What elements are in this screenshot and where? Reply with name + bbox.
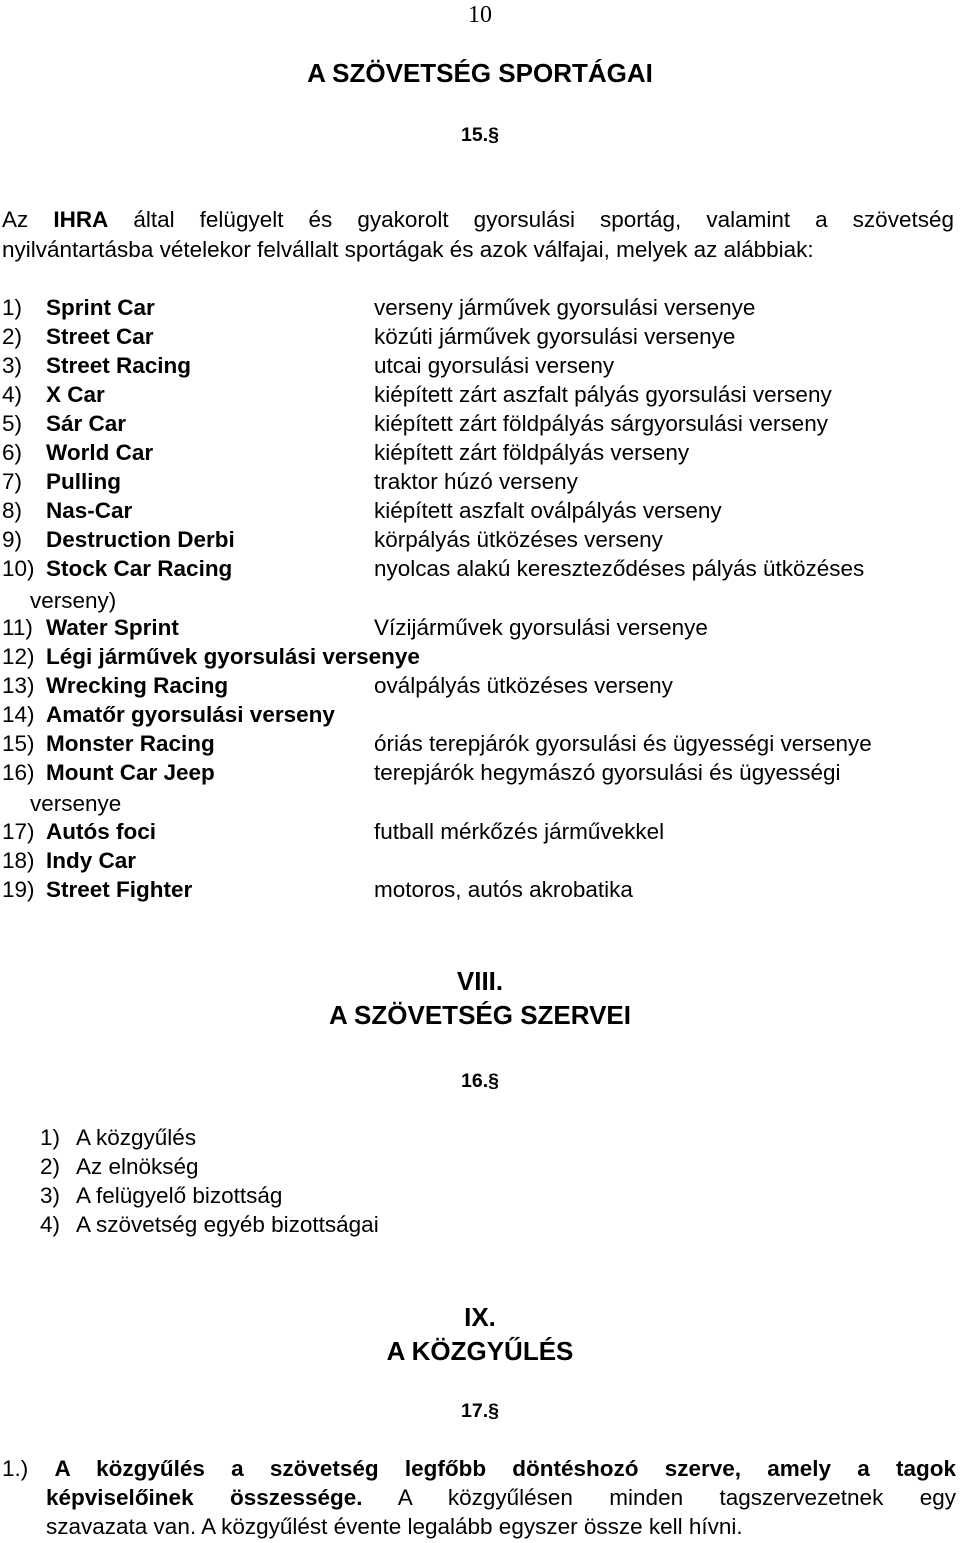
- kozgyules-bold-line2: képviselőinek összessége.: [46, 1485, 363, 1510]
- sport-item-name: Street Fighter: [46, 877, 193, 902]
- sport-item-name: Indy Car: [46, 848, 137, 873]
- intro-line1-rest: által felügyelt és gyakorolt gyorsulási sportág, valamint a szövetség: [133, 207, 954, 232]
- sport-item-description: oválpályás ütközéses verseny: [374, 673, 673, 698]
- sport-item-number: 4): [2, 382, 23, 407]
- sport-list-item: [2, 760, 952, 789]
- intro-ihra: IHRA: [53, 207, 109, 232]
- sport-item-description: körpályás ütközéses verseny: [374, 527, 663, 552]
- sport-item-name: Monster Racing: [46, 731, 215, 756]
- sport-list-item: [2, 644, 952, 673]
- kozgyules-paragraph: [2, 1454, 956, 1541]
- sport-item-description: utcai gyorsulási verseny: [374, 353, 615, 378]
- section-title-szervei: A SZÖVETSÉG SZERVEI: [329, 1000, 631, 1030]
- intro-word-az: Az: [2, 207, 29, 232]
- sport-list-item: [2, 615, 952, 644]
- sport-item-description: kiépített zárt aszfalt pályás gyorsulási verseny: [374, 382, 832, 407]
- sport-item-name: Nas-Car: [46, 498, 133, 523]
- sport-item-name: Wrecking Racing: [46, 673, 229, 698]
- sport-item-name: Destruction Derbi: [46, 527, 235, 552]
- sport-list-item: [2, 556, 952, 585]
- sport-item-name: Sár Car: [46, 411, 127, 436]
- kozgyules-bold-line1: A közgyűlés a szövetség legfőbb döntéshozó szerve, amely a tagok: [54, 1456, 956, 1481]
- organ-list-item: [40, 1154, 199, 1180]
- sport-item-number: 9): [2, 527, 23, 552]
- kozgyules-text-line3: szavazata van. A közgyűlést évente legalább egyszer össze kell hívni.: [46, 1514, 743, 1539]
- sport-item-number: 1): [2, 295, 23, 320]
- organ-item-text: A szövetség egyéb bizottságai: [76, 1212, 379, 1237]
- sport-item-description: terepjárók hegymászó gyorsulási és ügyességi: [374, 760, 841, 785]
- sport-list-item: [2, 469, 952, 498]
- sport-item-name: Mount Car Jeep: [46, 760, 215, 785]
- sport-item-name: Stock Car Racing: [46, 556, 233, 581]
- organ-item-number: 2): [40, 1154, 61, 1179]
- sport-item-number: 7): [2, 469, 23, 494]
- sport-item-name: World Car: [46, 440, 154, 465]
- sport-list-item: [2, 819, 952, 848]
- sport-item-number: 2): [2, 324, 23, 349]
- sport-item-name: Water Sprint: [46, 615, 179, 640]
- page-number: 10: [468, 2, 492, 28]
- sport-item-description: óriás terepjárók gyorsulási és ügyességi versenye: [374, 731, 872, 756]
- sport-item-description: motoros, autós akrobatika: [374, 877, 633, 902]
- sport-item-number: 5): [2, 411, 23, 436]
- sport-item-name: Sprint Car: [46, 295, 155, 320]
- sport-item-name: Amatőr gyorsulási verseny: [46, 702, 335, 727]
- sport-item-description: kiépített zárt földpályás verseny: [374, 440, 690, 465]
- sport-item-number: 11): [2, 615, 33, 640]
- organ-item-number: 3): [40, 1183, 61, 1208]
- sport-list-item: [2, 527, 952, 556]
- sport-item-number: 14): [2, 702, 35, 727]
- sport-item-description: Vízijárművek gyorsulási versenye: [374, 615, 708, 640]
- organ-item-text: A közgyűlés: [76, 1125, 197, 1150]
- sport-item-number: 6): [2, 440, 23, 465]
- sport-item-number: 12): [2, 644, 35, 669]
- sport-item-name: X Car: [46, 382, 105, 407]
- intro-paragraph: [2, 205, 954, 265]
- paragraph-number-16: 16.§: [461, 1070, 499, 1092]
- sport-item-description: verseny járművek gyorsulási versenye: [374, 295, 756, 320]
- sport-item-name: Légi járművek gyorsulási versenye: [46, 644, 420, 669]
- kozgyules-num: 1.): [2, 1456, 29, 1481]
- sport-item-number: 13): [2, 673, 35, 698]
- sport-item-description: közúti járművek gyorsulási versenye: [374, 324, 736, 349]
- sport-list-item: [2, 673, 952, 702]
- paragraph-number-17: 17.§: [461, 1400, 499, 1422]
- organ-list-item: [40, 1212, 379, 1238]
- sport-list-item: [2, 877, 952, 906]
- sport-item-number: 10): [2, 556, 35, 581]
- section-roman-viii: VIII.: [456, 966, 504, 996]
- sport-item-number: 17): [2, 819, 35, 844]
- section-title-kozgyules: A KÖZGYŰLÉS: [386, 1336, 574, 1366]
- section-title-sportagai: A SZÖVETSÉG SPORTÁGAI: [307, 58, 653, 88]
- sport-item-name: Street Racing: [46, 353, 192, 378]
- sport-item-name: Autós foci: [46, 819, 156, 844]
- sport-list-item: [2, 382, 952, 411]
- paragraph-number-15: 15.§: [461, 124, 499, 146]
- sport-list-item: [2, 324, 952, 353]
- sport-item-number: 18): [2, 848, 35, 873]
- organ-list-item: [40, 1183, 282, 1209]
- intro-line2: nyilvántartásba vételekor felvállalt sportágak és azok válfajai, melyek az alábbiak:: [2, 237, 814, 262]
- organ-item-text: A felügyelő bizottság: [76, 1183, 283, 1208]
- sport-item-description: futball mérkőzés járművekkel: [374, 819, 665, 844]
- sport-item-number: 15): [2, 731, 35, 756]
- sport-item-number: 3): [2, 353, 23, 378]
- sport-item-number: 8): [2, 498, 23, 523]
- sport-item-description: kiépített zárt földpályás sárgyorsulási verseny: [374, 411, 828, 436]
- kozgyules-text-line2: A közgyűlésen minden tagszervezetnek egy: [362, 1485, 956, 1510]
- sport-list-item: [2, 295, 952, 324]
- organ-item-number: 1): [40, 1125, 61, 1150]
- organ-item-number: 4): [40, 1212, 61, 1237]
- sport-item-description: kiépített aszfalt oválpályás verseny: [374, 498, 722, 523]
- sport-list-item: [2, 702, 952, 731]
- section-roman-ix: IX.: [464, 1302, 496, 1332]
- sport-item-name: Street Car: [46, 324, 154, 349]
- sport-item-description: traktor húzó verseny: [374, 469, 578, 494]
- sport-item-number: 19): [2, 877, 35, 902]
- organ-item-text: Az elnökség: [76, 1154, 199, 1179]
- sport-list-item: [2, 498, 952, 527]
- sport-item-number: 16): [2, 760, 35, 785]
- sport-item-name: Pulling: [46, 469, 121, 494]
- organ-list-item: [40, 1125, 196, 1151]
- sport-list-item: [2, 731, 952, 760]
- sport-list-item: [2, 848, 952, 877]
- sport-item-description: nyolcas alakú kereszteződéses pályás ütközéses: [374, 556, 865, 581]
- continuation-stock-car: verseny): [30, 588, 117, 613]
- sport-list-item: [2, 411, 952, 440]
- sport-list-item: [2, 440, 952, 469]
- continuation-mount-car: versenye: [30, 791, 122, 816]
- sport-list-item: [2, 353, 952, 382]
